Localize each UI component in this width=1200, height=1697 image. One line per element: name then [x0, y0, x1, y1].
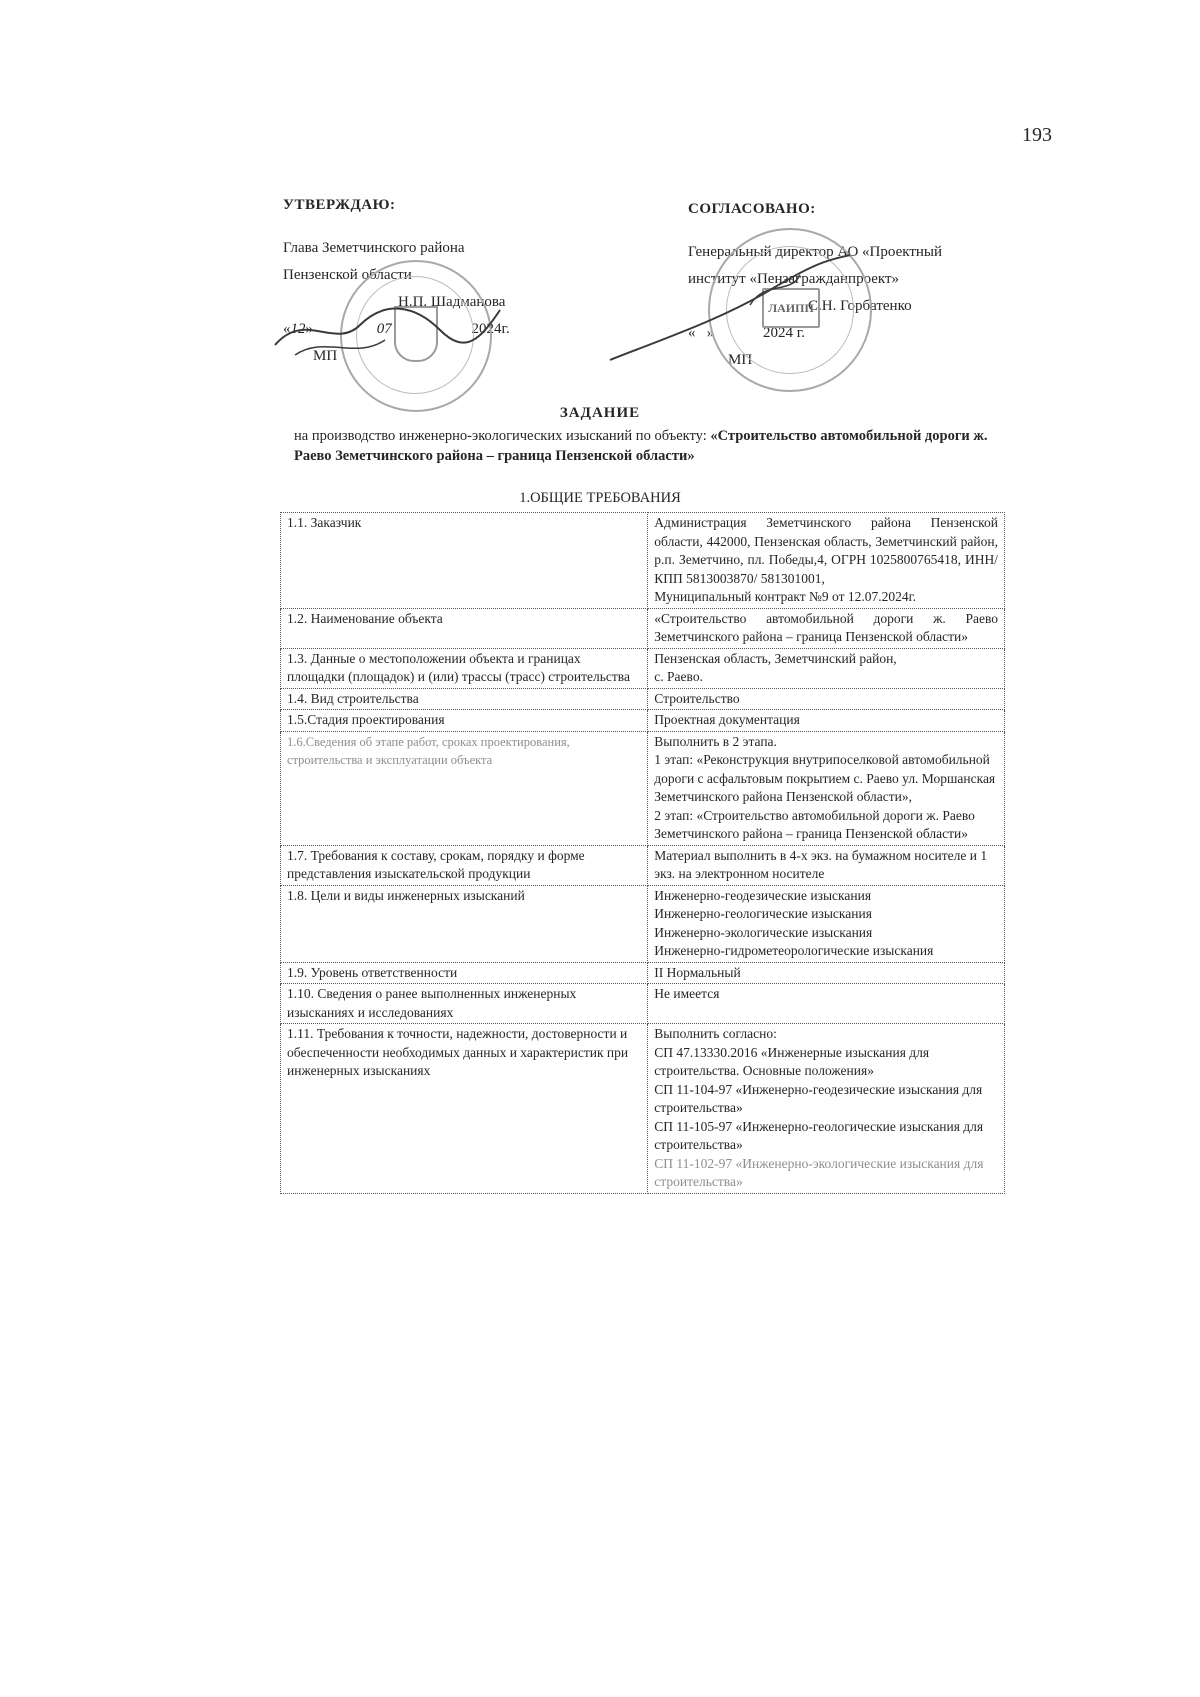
agreement-signature	[600, 250, 860, 370]
document-subject	[294, 426, 1014, 466]
row-label: 1.3. Данные о местоположении объекта и границах площадки (площадок) и (или) трассы (трасс) строительства	[281, 648, 648, 688]
row-label: 1.7. Требования к составу, срокам, порядку и форме представления изыскательской продукции	[281, 845, 648, 885]
row-value-line: 1 этап: «Реконструкция внутрипоселковой автомобильной дороги с асфальтовым покрытием с. Раево ул. Моршанская Земетчинского района Пензенской области»,	[654, 752, 996, 804]
approval-date-quote-close: »	[305, 321, 313, 337]
table-row	[281, 648, 1005, 688]
approval-signer: Н.П. Шадманова	[398, 294, 506, 310]
approval-header: УТВЕРЖДАЮ:	[283, 197, 396, 213]
row-label: 1.2. Наименование объекта	[281, 608, 648, 648]
row-label: 1.11. Требования к точности, надежности, достоверности и обеспеченности необходимых данных и характеристик при инженерных изысканиях	[281, 1024, 648, 1194]
table-row	[281, 845, 1005, 885]
row-value-line: Проектная документация	[654, 712, 800, 727]
row-value-line: Материал выполнить в 4-х экз. на бумажном носителе и 1 экз. на электронном носителе	[654, 847, 988, 881]
row-value-line: СП 11-104-97 «Инженерно-геодезические изыскания для строительства»	[654, 1081, 983, 1115]
row-value-line: 2 этап: «Строительство автомобильной дороги ж. Раево Земетчинского района – граница Пензенской области»	[654, 807, 975, 841]
row-label: 1.4. Вид строительства	[281, 688, 648, 710]
page-number: 193	[1022, 124, 1052, 146]
row-label: 1.8. Цели и виды инженерных изысканий	[281, 885, 648, 962]
row-value	[648, 885, 1005, 962]
row-value	[648, 688, 1005, 710]
row-value-line: Строительство	[654, 690, 740, 706]
table-row	[281, 688, 1005, 710]
row-value-line: Муниципальный контракт №9 от 12.07.2024г.	[654, 589, 917, 604]
document-title: ЗАДАНИЕ	[559, 405, 641, 421]
row-label: 1.9. Уровень ответственности	[281, 962, 648, 984]
agreement-position-line1: Генеральный директор АО «Проектный	[688, 244, 943, 260]
row-value-line: СП 11-105-97 «Инженерно-геологические изыскания для строительства»	[654, 1118, 984, 1152]
row-value-line: Инженерно-геологические изыскания	[654, 906, 872, 921]
row-value	[648, 513, 1005, 609]
table-row	[281, 885, 1005, 962]
row-value-line: Не имеется	[654, 986, 720, 1001]
row-value-line: Выполнить согласно:	[654, 1026, 777, 1041]
row-value-line: Выполнить в 2 этапа.	[654, 733, 777, 749]
approval-position-line2: Пензенской области	[283, 267, 412, 283]
row-value	[648, 608, 1005, 648]
row-label: 1.10. Сведения о ранее выполненных инженерных изысканиях и исследованиях	[281, 984, 648, 1024]
row-value-line: СП 11-102-97 «Инженерно-экологические изыскания для строительства»	[654, 1155, 984, 1189]
table-row	[281, 513, 1005, 609]
row-label: 1.1. Заказчик	[281, 513, 648, 609]
row-value	[648, 984, 1005, 1024]
requirements-table	[280, 512, 1005, 1194]
row-value	[648, 845, 1005, 885]
approval-mp: МП	[313, 348, 338, 364]
row-value-line: Инженерно-геодезические изыскания	[654, 887, 872, 903]
row-value-line: с. Раево.	[654, 669, 703, 684]
agreement-date: « » 2024 г.	[688, 325, 805, 341]
approval-date-day: 12	[290, 321, 306, 337]
row-value	[648, 1024, 1005, 1194]
approval-date-quote-open: «	[283, 321, 291, 337]
approval-position-line1: Глава Земетчинского района	[283, 240, 465, 256]
subject-prefix: на производство инженерно-экологических изысканий по объекту:	[294, 428, 711, 444]
table-row	[281, 984, 1005, 1024]
row-value	[648, 710, 1005, 732]
row-value-line: II Нормальный	[654, 964, 741, 980]
row-value-line: СП 47.13330.2016 «Инженерные изыскания для строительства. Основные положения»	[654, 1044, 930, 1078]
table-row	[281, 608, 1005, 648]
row-value-line: Пензенская область, Земетчинский район,	[654, 650, 897, 666]
approval-signature	[265, 290, 505, 370]
row-value-line: «Строительство автомобильной дороги ж. Раево Земетчинского района – граница Пензенской области»	[654, 610, 998, 644]
row-value	[648, 962, 1005, 984]
row-value-line: Администрация Земетчинского района Пензенской области, 442000, Пензенская область, Земетчинский район, р.п. Земетчино, пл. Победы,4, ОГРН 1025800765418, ИНН/КПП 5813003870/ 581301001,	[654, 515, 998, 586]
table-row	[281, 710, 1005, 732]
table-row	[281, 1024, 1005, 1194]
agreement-mp: МП	[728, 352, 753, 368]
subject-object: «Строительство автомобильной дороги ж. Раево Земетчинского района – граница Пензенской области»	[294, 428, 988, 464]
row-value	[648, 731, 1005, 845]
row-label: 1.6.Сведения об этапе работ, сроках проектирования, строительства и эксплуатации объекта	[281, 731, 648, 845]
row-label: 1.5.Стадия проектирования	[281, 710, 648, 732]
agreement-seal-text: ЛАИПП	[768, 301, 814, 315]
approval-date-year: 2024г.	[471, 321, 510, 337]
agreement-signer: С.Н. Горбатенко	[808, 298, 912, 314]
agreement-header: СОГЛАСОВАНО:	[688, 201, 816, 217]
row-value	[648, 648, 1005, 688]
table-row	[281, 962, 1005, 984]
approval-date-month: 07	[376, 321, 392, 337]
table-row	[281, 731, 1005, 845]
row-value-line: Инженерно-гидрометеорологические изыскания	[654, 943, 934, 958]
row-value-line: Инженерно-экологические изыскания	[654, 924, 873, 940]
agreement-position-line2: институт «Пензагражданпроект»	[688, 271, 900, 287]
section-title: 1.ОБЩИЕ ТРЕБОВАНИЯ	[519, 490, 681, 506]
